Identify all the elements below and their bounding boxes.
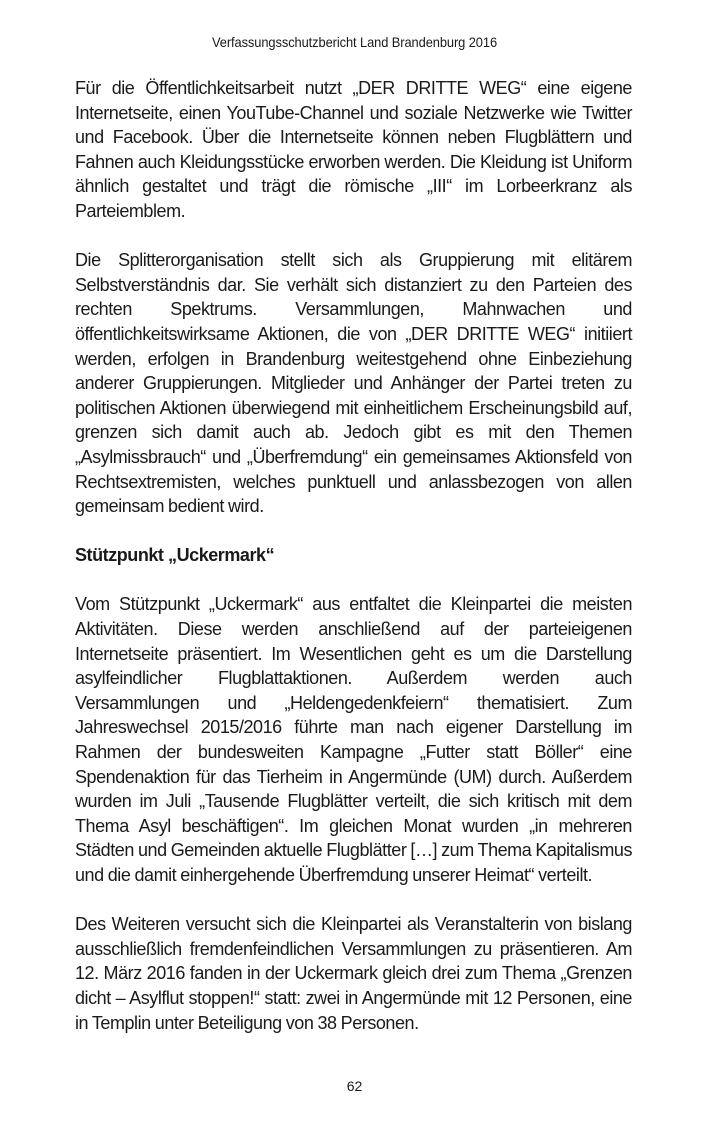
paragraph-public-relations: Für die Öffentlichkeitsarbeit nutzt „DER DRITTE WEG“ eine eigene Internetseite, einen YouTube-Channel und soziale Netzwerke wie Twitter und Facebook. Über die Internetseite können neben Flugblättern und Fahnen auch Kleidungsstücke erworben werden. Die Kleidung ist Uniform ähnlich gestaltet und trägt die römische „III“ im Lorbeerkranz als Parteiemblem. [75,78,632,221]
paragraph-splinter-organisation: Die Splitterorganisation stellt sich als Gruppierung mit elitärem Selbstverständnis dar. Sie verhält sich distanziert zu den Parteien des rechten Spektrums. Versammlungen, Mahnwachen und öffentlichkeitswirksame Aktionen, die von „DER DRITTE WEG“ initiiert werden, erfolgen in Brandenburg weitestgehend ohne Einbeziehung anderer Gruppierungen. Mitglieder und Anhänger der Partei treten zu politischen Aktionen überwiegend mit einheitlichem Erscheinungsbild auf, grenzen sich damit auch ab. Jedoch gibt es mit den Themen „Asylmissbrauch“ und „Überfremdung“ ein gemeinsames Aktionsfeld von Rechtsextremisten, welches punktuell und anlassbezogen von allen gemeinsam bedient wird. [75,250,632,517]
paragraph-assemblies: Des Weiteren versucht sich die Kleinpartei als Veranstalterin von bislang ausschließlich fremdenfeindlichen Versammlungen zu präsentieren. Am 12. März 2016 fanden in der Uckermark gleich drei zum Thema „Grenzen dicht – Asylflut stoppen!“ statt: zwei in Angermünde mit 12 Personen, eine in Templin unter Beteiligung von 38 Personen. [75,914,632,1033]
section-heading: Stützpunkt „Uckermark“ [75,545,275,566]
page-body [75,76,632,1035]
paragraph-activities: Vom Stützpunkt „Uckermark“ aus entfaltet die Kleinpartei die meisten Aktivitäten. Diese werden anschließend auf der parteieigenen Internetseite präsentiert. Im Wesentlichen geht es um die Darstellung asylfeindlicher Flugblattaktionen. Außerdem werden auch Versammlungen und „Heldengedenkfeiern“ thematisiert. Zum Jahreswechsel 2015/2016 führte man nach eigener Darstellung im Rahmen der bundesweiten Kampagne „Futter statt Böller“ eine Spendenaktion für das Tierheim in Angermünde (UM) durch. Außerdem wurden im Juli „Tausende Flugblätter verteilt, die sich kritisch mit dem Thema Asyl beschäftigen“. Im gleichen Monat wurden „in mehreren Städten und Gemeinden aktuelle Flugblätter […] zum Thema Kapitalismus und die damit einhergehende Überfremdung unserer Heimat“ verteilt. [75,594,632,885]
page-header: Verfassungsschutzbericht Land Brandenburg 2016 [211,34,498,50]
page-number: 62 [346,1078,363,1094]
